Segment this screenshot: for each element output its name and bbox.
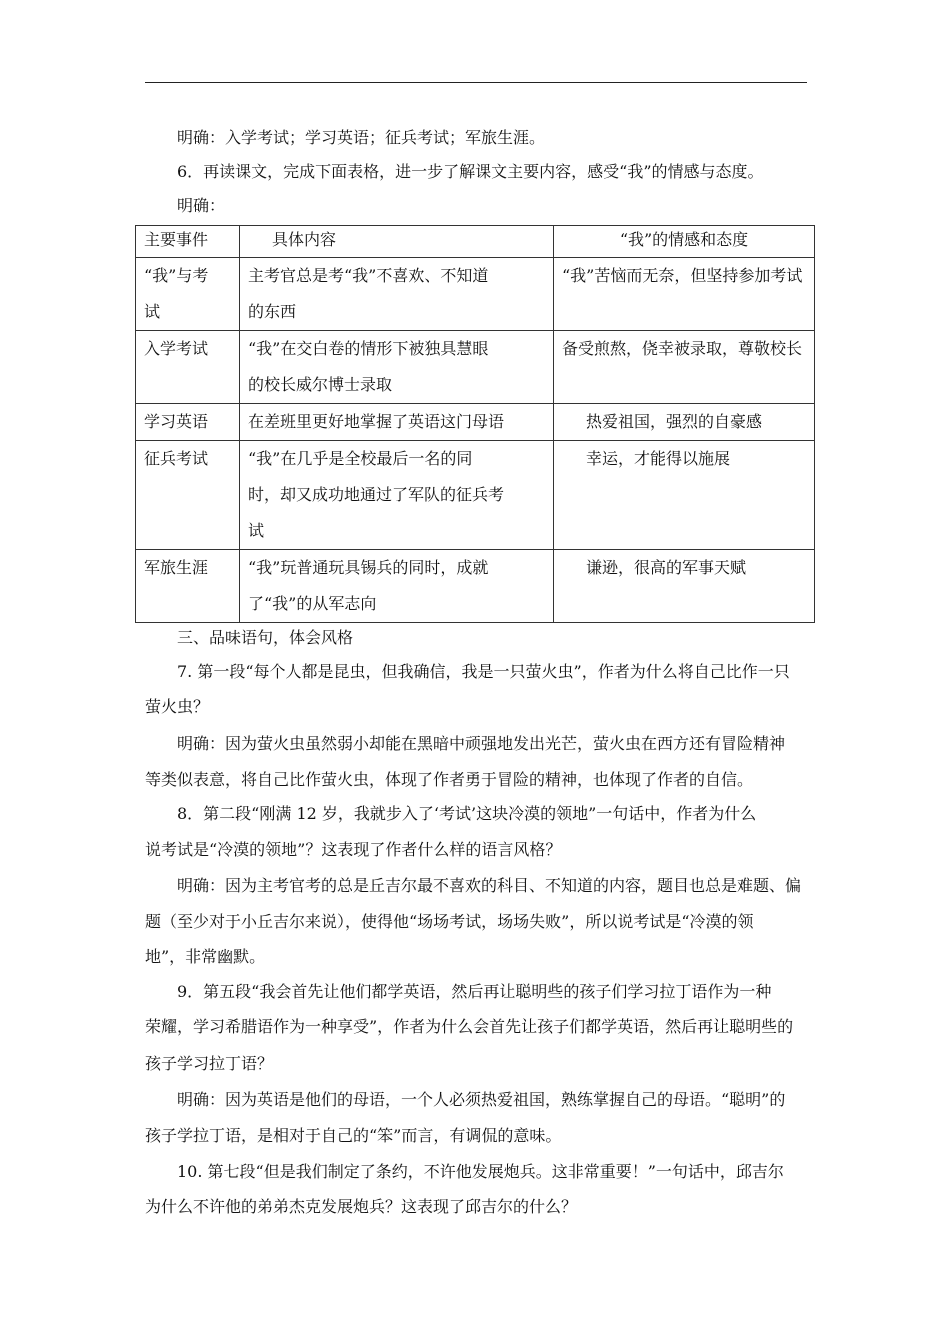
section-heading: 三、品味语句，体会风格 [177,628,354,647]
cell-attitude: 谦逊，很高的军事天赋 [554,550,815,623]
cell-event: 学习英语 [136,404,240,441]
question-8: 8．第二段“刚满 12 岁，我就步入了‘考试’这块冷漠的领地”一句话中，作者为什么 [177,804,757,823]
question-7: 7. 第一段“每个人都是昆虫，但我确信，我是一只萤火虫”，作者为什么将自己比作一只 [177,662,790,681]
answer-8-cont: 题（至少对于小丘吉尔来说），使得他“场场考试，场场失败”，所以说考试是“冷漠的领 [145,912,754,931]
cell-content: 主考官总是考“我”不喜欢、不知道 的东西 [240,258,554,331]
cell-attitude: 幸运，才能得以施展 [554,441,815,550]
table-row [136,441,815,550]
answer-7: 明确：因为萤火虫虽然弱小却能在黑暗中顽强地发出光芒，萤火虫在西方还有冒险精神 [177,734,786,753]
cell-event: 军旅生涯 [136,550,240,623]
header-content: 具体内容 [240,226,554,258]
cell-content: “我”在交白卷的情形下被独具慧眼 的校长威尔博士录取 [240,331,554,404]
header-rule [145,82,807,83]
cell-content: 在差班里更好地掌握了英语这门母语 [240,404,554,441]
question-6: 6．再读课文，完成下面表格，进一步了解课文主要内容，感受“我”的情感与态度。 [177,162,764,181]
answer-8-end: 地”，非常幽默。 [145,947,266,966]
answer-8: 明确：因为主考官考的总是丘吉尔最不喜欢的科目、不知道的内容，题目也总是难题、偏 [177,876,802,895]
cell-attitude: “我”苦恼而无奈，但坚持参加考试 [554,258,815,331]
question-9-cont: 荣耀，学习希腊语作为一种享受”，作者为什么会首先让孩子们都学英语，然后再让聪明些的 [145,1017,794,1036]
answer-line: 明确：入学考试；学习英语；征兵考试；军旅生涯。 [177,128,546,147]
header-event: 主要事件 [136,226,240,258]
cell-event: 入学考试 [136,331,240,404]
cell-event: 征兵考试 [136,441,240,550]
cell-attitude: 热爱祖国，强烈的自豪感 [554,404,815,441]
answer-9-cont: 孩子学拉丁语，是相对于自己的“笨”而言，有调侃的意味。 [145,1126,562,1145]
cell-content: “我”在几乎是全校最后一名的同 时，却又成功地通过了军队的征兵考 试 [240,441,554,550]
cell-content: “我”玩普通玩具锡兵的同时，成就 了“我”的从军志向 [240,550,554,623]
header-attitude: “我”的情感和态度 [554,226,815,258]
table-header-row [136,226,815,258]
table-row [136,404,815,441]
question-9: 9．第五段“我会首先让他们都学英语，然后再让聪明些的孩子们学习拉丁语作为一种 [177,982,772,1001]
question-10: 10. 第七段“但是我们制定了条约，不许他发展炮兵。这非常重要！”一句话中，邱吉尔 [177,1162,784,1181]
question-8-cont: 说考试是“冷漠的领地”？这表现了作者什么样的语言风格？ [145,840,562,859]
question-10-cont: 为什么不许他的弟弟杰克发展炮兵？这表现了邱吉尔的什么？ [145,1197,578,1216]
question-9-end: 孩子学习拉丁语？ [145,1054,274,1073]
answer-7-cont: 等类似表意，将自己比作萤火虫，体现了作者勇于冒险的精神，也体现了作者的自信。 [145,770,754,789]
table-row [136,331,815,404]
answer-9: 明确：因为英语是他们的母语，一个人必须热爱祖国，熟练掌握自己的母语。“聪明”的 [177,1090,786,1109]
question-7-cont: 萤火虫？ [145,697,210,716]
table-row [136,550,815,623]
cell-event: “我”与考 试 [136,258,240,331]
table-row [136,258,815,331]
cell-attitude: 备受煎熬，侥幸被录取，尊敬校长 [554,331,815,404]
answer-label: 明确： [177,196,226,215]
events-table [135,225,815,623]
